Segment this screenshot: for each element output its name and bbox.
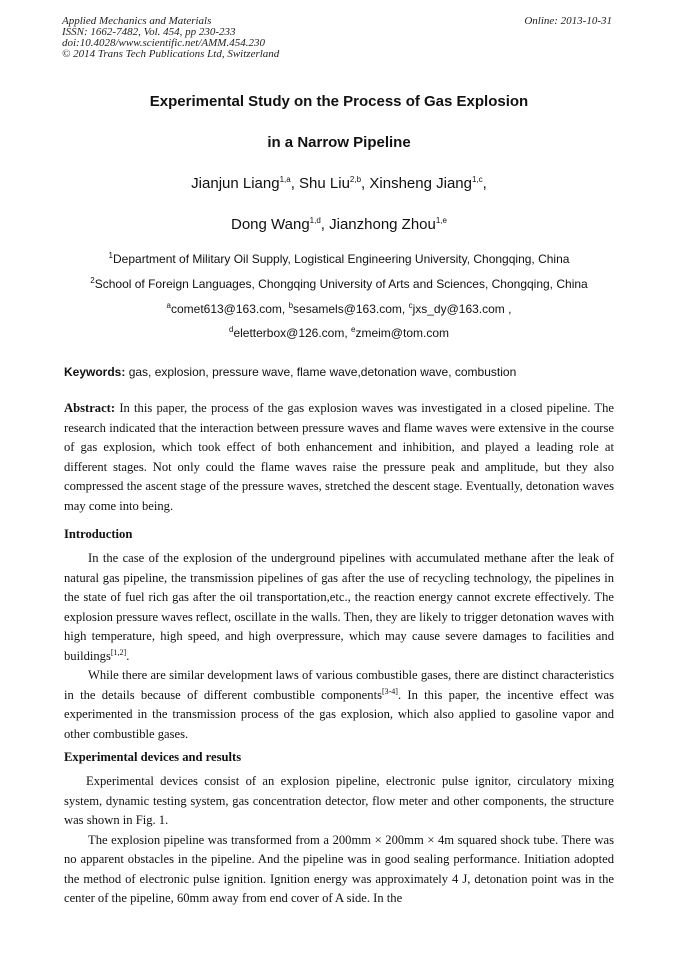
- affiliation-2: [0, 277, 678, 291]
- paper-title-line-2: in a Narrow Pipeline: [267, 134, 411, 151]
- author-name: Jianjun Liang: [191, 175, 280, 192]
- keywords-label: Keywords:: [64, 365, 126, 379]
- keywords-text: gas, explosion, pressure wave, flame wave,detonation wave, combustion: [125, 365, 517, 379]
- authors-line-2: [0, 216, 678, 233]
- citation-ref[interactable]: [3-4]: [381, 686, 398, 696]
- affiliation-1: [0, 252, 678, 266]
- citation-ref[interactable]: [1,2]: [110, 647, 127, 657]
- paper-title-line-1: Experimental Study on the Process of Gas Explosion: [149, 93, 529, 110]
- introduction-body: [64, 549, 614, 744]
- paragraph-text: While there are similar development laws of various combustible gases, there are distinct characteristics in the details because of different combustible components: [64, 668, 614, 702]
- introduction-heading: Introduction: [64, 527, 133, 541]
- author-name: Xinsheng Jiang: [369, 175, 472, 192]
- author-sep: ,: [320, 216, 330, 233]
- email-sup: a: [166, 301, 171, 310]
- affiliation-sup: 1: [108, 251, 113, 260]
- doi-line[interactable]: doi:10.4028/www.scientific.net/AMM.454.230: [62, 37, 265, 49]
- author-sup: 1,d: [309, 216, 321, 225]
- email-sup: e: [351, 325, 356, 334]
- keywords: [64, 365, 516, 379]
- abstract-label: Abstract:: [64, 401, 116, 415]
- affiliation-text: School of Foreign Languages, Chongqing University of Arts and Sciences, Chongqing, China: [94, 277, 588, 291]
- author-sup: 2,b: [349, 175, 362, 184]
- paragraph-text: .: [126, 648, 130, 663]
- authors-line-1: [0, 175, 678, 192]
- email-address[interactable]: comet613@163.com,: [170, 302, 289, 316]
- author-name: Shu Liu: [299, 175, 350, 192]
- abstract-text: In this paper, the process of the gas explosion waves was investigated in a closed pipeline. The research indicated that the interaction between pressure waves and flame waves were extensive in the course of gas explosion, which took effect of both enhancement and inhibition, and played a leading role at different stages. Not only could the flame waves raise the pressure peak and amplitude, but they also compressed the ascent stage of the pressure waves, stretched the descent stage. Eventually, detonation waves may come into being.: [64, 401, 614, 513]
- email-sup: b: [288, 301, 294, 310]
- email-address[interactable]: sesamels@163.com,: [293, 302, 409, 316]
- email-address[interactable]: zmeim@tom.com: [355, 326, 449, 340]
- paragraph-text: . In this paper, the incentive effect was experimented in the transmission process of the gas explosion, which also applied to gasoline vapor and other combustible gases.: [64, 687, 614, 741]
- affiliation-sup: 2: [90, 276, 95, 285]
- author-sep: ,: [290, 175, 300, 192]
- author-name: Jianzhong Zhou: [329, 216, 436, 233]
- issn-line: ISSN: 1662-7482, Vol. 454, pp 230-233: [62, 26, 236, 38]
- email-sup: c: [408, 301, 413, 310]
- experimental-heading: Experimental devices and results: [64, 750, 242, 764]
- copyright-line: © 2014 Trans Tech Publications Ltd, Switzerland: [62, 48, 280, 60]
- author-sep: ,: [361, 175, 370, 192]
- email-address[interactable]: jxs_dy@163.com ,: [412, 302, 512, 316]
- email-address[interactable]: eletterbox@126.com,: [233, 326, 352, 340]
- introduction-paragraph-2: [64, 666, 614, 744]
- journal-name: Applied Mechanics and Materials: [62, 15, 212, 27]
- journal-header: [62, 16, 279, 60]
- author-sup: 1,a: [279, 175, 291, 184]
- email-line-2: [0, 326, 678, 340]
- author-name: Dong Wang: [231, 216, 310, 233]
- author-sup: 1,c: [471, 175, 483, 184]
- online-date: Online: 2013-10-31: [524, 15, 612, 27]
- paragraph-text: In the case of the explosion of the underground pipelines with accumulated methane after the leak of natural gas pipeline, the transmission pipelines of gas after the use of recycling technology, the pipelines in the state of fuel rich gas after the oil transportation,etc., the reaction energy cannot excrete effectively. The explosion pressure waves reflect, oscillate in the walls. Then, they are likely to trigger detonation waves with high temperature, high speed, and high overpressure, which may cause severe damages to facilities and buildings: [64, 551, 614, 663]
- email-line-1: [0, 302, 678, 316]
- introduction-paragraph-1: [64, 549, 614, 666]
- abstract: [64, 399, 614, 516]
- email-sup: d: [228, 325, 234, 334]
- author-sep: ,: [482, 175, 487, 192]
- experimental-paragraph-2: The explosion pipeline was transformed from a 200mm × 200mm × 4m squared shock tube. There was no apparent obstacles in the pipeline. And the pipeline was in good sealing performance. Initiation adopted the method of electronic pulse ignition. Ignition energy was approximately 4 J, detonation point was in the center of the pipeline, 60mm away from end cover of A side. In the: [64, 832, 614, 905]
- experimental-body: [64, 772, 614, 909]
- affiliation-text: Department of Military Oil Supply, Logistical Engineering University, Chongqing, China: [113, 252, 570, 266]
- experimental-paragraph-1: Experimental devices consist of an explosion pipeline, electronic pulse ignitor, circulatory mixing system, dynamic testing system, gas concentration detector, flow meter and other components, the structure was shown in Fig. 1.: [64, 774, 614, 827]
- author-sup: 1,e: [435, 216, 447, 225]
